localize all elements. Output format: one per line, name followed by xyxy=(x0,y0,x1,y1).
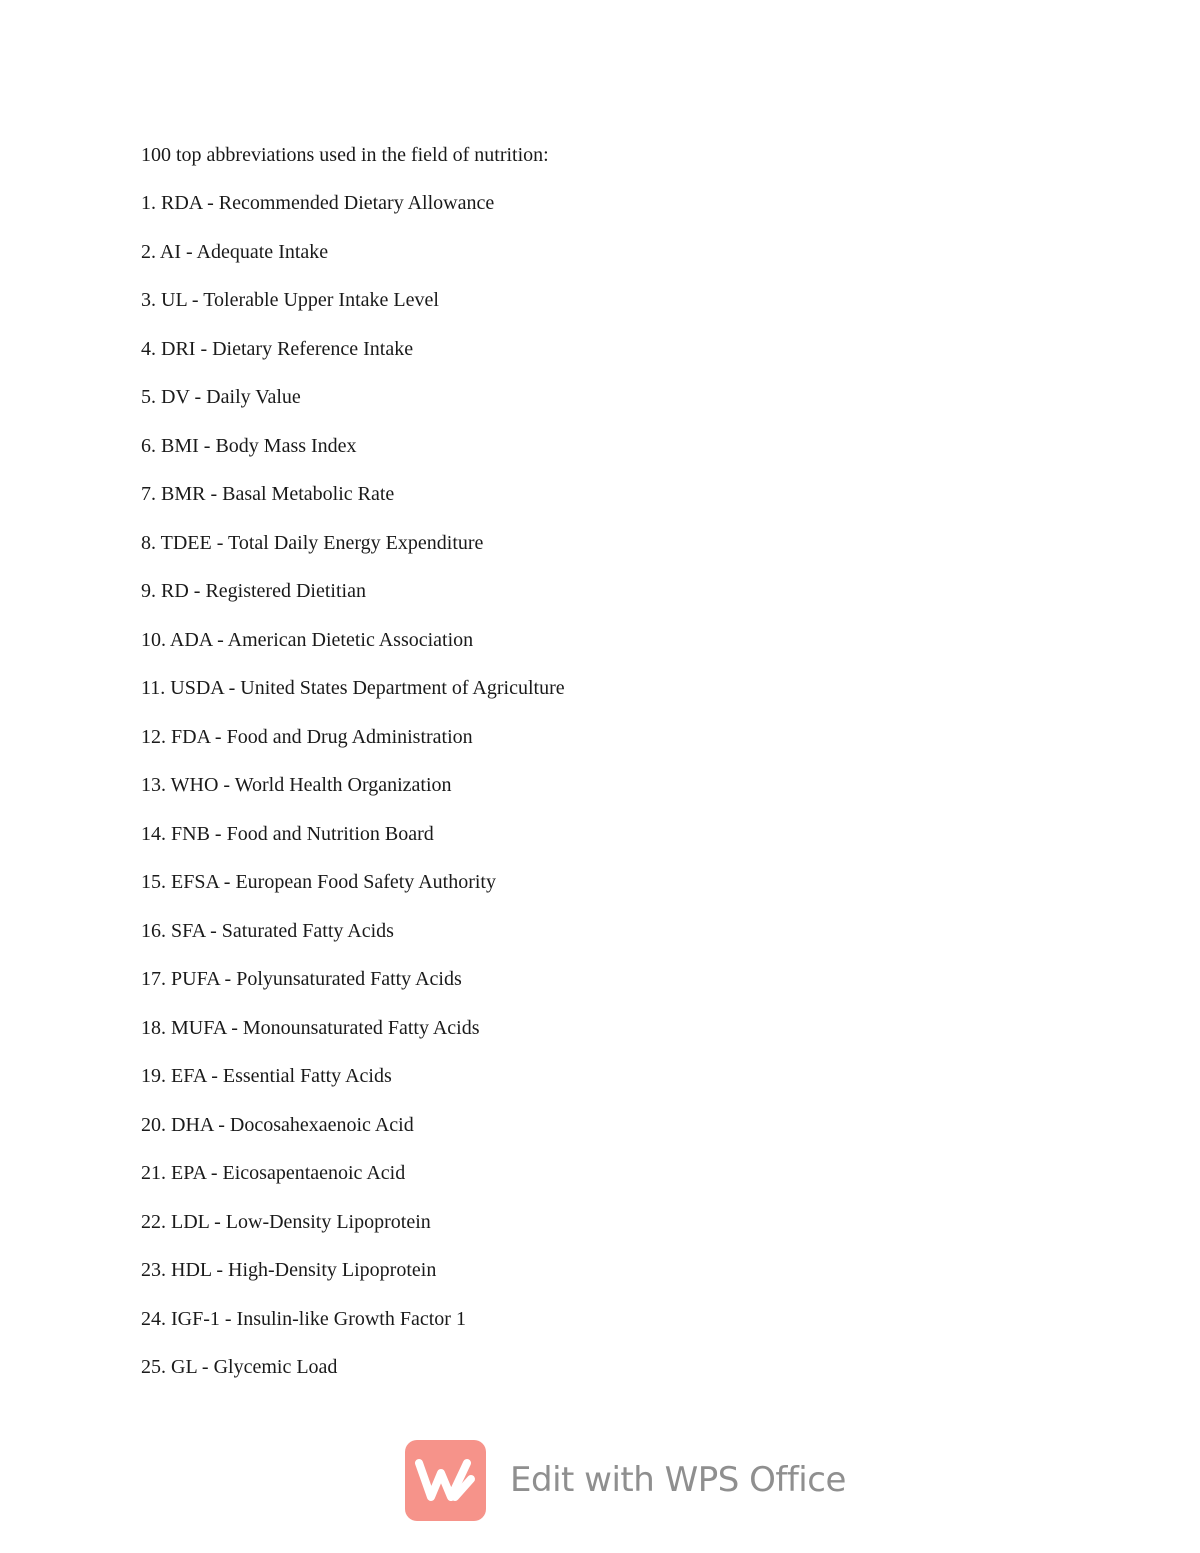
list-item: 20. DHA - Docosahexaenoic Acid xyxy=(141,1113,414,1136)
list-item: 1. RDA - Recommended Dietary Allowance xyxy=(141,192,495,214)
list-item: 18. MUFA - Monounsaturated Fatty Acids xyxy=(141,1016,480,1039)
list-item: 15. EFSA - European Food Safety Authority xyxy=(141,871,496,893)
list-item: 9. RD - Registered Dietitian xyxy=(141,580,366,602)
list-item: 24. IGF-1 - Insulin-like Growth Factor 1 xyxy=(141,1307,466,1330)
list-item: 25. GL - Glycemic Load xyxy=(141,1356,338,1378)
list-item: 7. BMR - Basal Metabolic Rate xyxy=(141,483,395,505)
wps-logo-icon xyxy=(405,1440,486,1521)
list-item: 17. PUFA - Polyunsaturated Fatty Acids xyxy=(141,968,462,990)
list-item: 21. EPA - Eicosapentaenoic Acid xyxy=(141,1162,406,1184)
list-item: 2. AI - Adequate Intake xyxy=(141,240,329,263)
list-item: 22. LDL - Low-Density Lipoprotein xyxy=(141,1210,431,1233)
wps-watermark[interactable] xyxy=(405,1439,846,1521)
abbreviation-list xyxy=(141,190,565,1403)
list-item: 10. ADA - American Dietetic Association xyxy=(141,628,474,651)
page-title: 100 top abbreviations used in the field of nutrition: xyxy=(141,144,549,166)
list-item: 12. FDA - Food and Drug Administration xyxy=(141,725,473,748)
wps-watermark-label: Edit with WPS Office xyxy=(510,1460,846,1500)
list-item: 5. DV - Daily Value xyxy=(141,386,301,408)
list-item: 13. WHO - World Health Organization xyxy=(141,774,452,796)
list-item: 14. FNB - Food and Nutrition Board xyxy=(141,822,434,845)
list-item: 16. SFA - Saturated Fatty Acids xyxy=(141,919,394,942)
list-item: 8. TDEE - Total Daily Energy Expenditure xyxy=(141,531,484,554)
list-item: 4. DRI - Dietary Reference Intake xyxy=(141,337,414,360)
list-item: 19. EFA - Essential Fatty Acids xyxy=(141,1065,392,1087)
list-item: 3. UL - Tolerable Upper Intake Level xyxy=(141,289,439,311)
list-item: 11. USDA - United States Department of Agriculture xyxy=(141,677,565,699)
list-item: 23. HDL - High-Density Lipoprotein xyxy=(141,1259,437,1281)
list-item: 6. BMI - Body Mass Index xyxy=(141,434,357,457)
